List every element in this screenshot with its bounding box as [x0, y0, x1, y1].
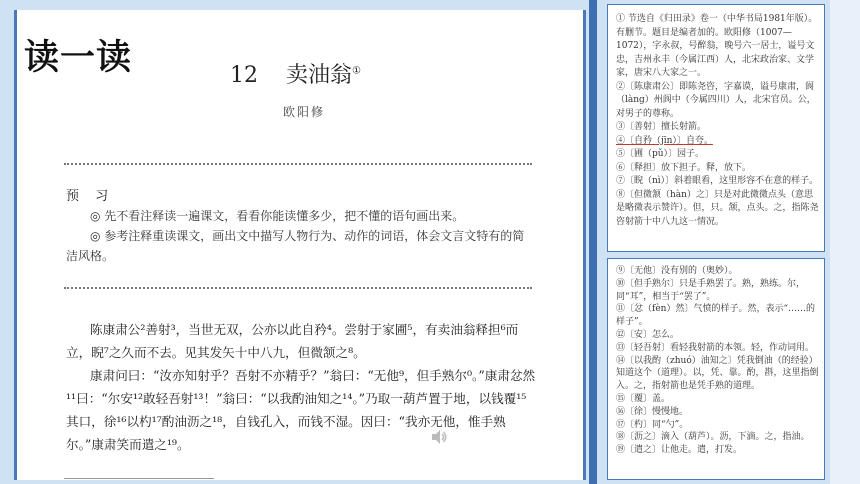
note-item: ⑱〔沥之〕滴入（葫芦）。沥，下滴。之，指油。: [616, 432, 810, 443]
lesson-number: 12: [230, 63, 258, 88]
note-item: ⑤〔圃（pǔ）〕园子。: [616, 149, 705, 159]
notes-panel-bottom: [607, 258, 825, 480]
note-item: ⑲〔遣之〕让他走。遣，打发。: [616, 445, 743, 456]
title-footnote-marker: ①: [352, 65, 361, 77]
note-item: ⑮〔覆〕盖。: [616, 393, 671, 404]
note-item: ②〔陈康肃公〕即陈尧咨，字嘉谟，谥号康肃，阆（làng）州阆中（今属四川）人，北宋官员。公，对男子的尊称。: [616, 81, 816, 119]
note-item: ⑦〔睨（nì）〕斜着眼看，这里形容不在意的样子。: [616, 176, 819, 186]
footnote-rule: [64, 478, 214, 479]
dotted-divider-bottom: [64, 287, 532, 289]
notes-panel-top: [607, 4, 825, 252]
notes-list: [616, 13, 820, 229]
note-item: ① 节选自《归田录》卷一（中华书局1981年版）。有删节。题目是编者加的。欧阳修（1007—1072），字永叔，号醉翁，晚号六一居士，谥号文忠，吉州永丰（今属江西）人，北宋政治家、文学家，唐宋八大家之一。: [616, 14, 818, 78]
note-item: ⑥〔释担〕放下担子。释，放下。: [616, 162, 752, 173]
note-item: ④〔自矜（jīn）〕自夸。: [616, 135, 713, 146]
note-item: ③〔善射〕擅长射箭。: [616, 122, 707, 132]
notes-list: [616, 265, 820, 457]
speaker-icon[interactable]: [430, 428, 448, 446]
column-divider: [589, 0, 597, 484]
body-paragraph: 陈康肃公²善射³，当世无双，公亦以此自矜⁴。尝射于家圃⁵，有卖油翁释担⁶而立，睨⁷之久而不去。见其发矢十中八九，但微颔之⁸。: [66, 322, 519, 360]
preview-item: ◎ 参考注释重读课文，画出文中描写人物行为、动作的词语，体会文言文特有的简洁风格。: [66, 229, 525, 263]
preview-instructions: [66, 206, 534, 266]
body-paragraph: 康肃问曰：“汝亦知射乎？吾射不亦精乎？”翁曰：“无他⁹，但手熟尔⁰。”康肃忿然¹¹曰：“尔安¹²敢轻吾射¹³！”翁曰：“以我酌油知之¹⁴。”乃取一葫芦置于地，以钱覆¹⁵其口，徐¹⁶以杓¹⁷酌油沥之¹⁸，自钱孔入，而钱不湿。因曰：“我亦无他，惟手熟尔。”康肃笑而遣之¹⁹。: [66, 368, 536, 452]
note-item: ⑪〔忿（fèn）然〕气愤的样子。然，表示“……的样子”。: [616, 304, 816, 328]
note-item: ⑨〔无他〕没有别的（奥妙）。: [616, 266, 738, 276]
preview-heading: 预 习: [66, 189, 115, 204]
note-item: ⑰〔杓〕同“勺”。: [616, 419, 689, 430]
note-item: ⑩〔但手熟尔〕只是手熟罢了。熟，熟练。尔，同“耳”，相当于“罢了”。: [616, 278, 806, 302]
note-item: ⑫〔安〕怎么。: [616, 329, 680, 340]
lesson-title-text: 卖油翁: [286, 63, 353, 88]
note-item: ⑭〔以我酌（zhuó）油知之〕凭我倒油（的经验）知道这个（道理）。以，凭、靠。酌，斟，这里指倒入。之，指射箭也是凭手熟的道理。: [616, 355, 819, 392]
lesson-title: [230, 58, 361, 89]
preview-item: ◎ 先不看注释读一遍课文，看看你能读懂多少，把不懂的语句画出来。: [90, 209, 465, 223]
slide-tag-title: 读一读: [24, 38, 133, 78]
author-name: 欧阳修: [283, 105, 326, 119]
note-item: ⑬〔轻吾射〕看轻我射箭的本领。轻，作动词用。: [616, 342, 815, 353]
dotted-divider-top: [64, 163, 532, 165]
note-item: ⑯〔徐〕慢慢地。: [616, 406, 689, 417]
note-item: ⑧〔但微颔（hàn）之〕只是对此微微点头（意思是略微表示赞许）。但，只。颔，点头。之，指陈尧咨射箭十中八九这一情况。: [616, 189, 819, 227]
slide-edge: [830, 0, 860, 484]
lesson-body: [66, 318, 536, 456]
